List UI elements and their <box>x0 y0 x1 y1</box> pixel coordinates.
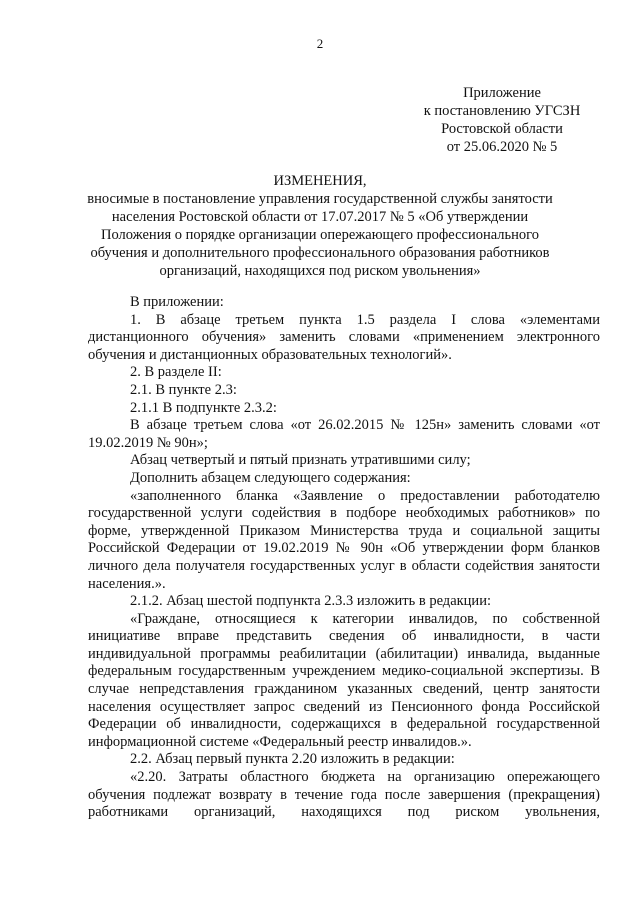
document-body <box>88 294 600 822</box>
appendix-line: от 25.06.2020 № 5 <box>446 139 558 155</box>
body-paragraph: В абзаце третьем слова «от 26.02.2015 № 125н» заменить словами «от 19.02.2019 № 90н»; <box>88 417 600 451</box>
body-paragraph: 2.1. В пункте 2.3: <box>130 381 237 398</box>
document-title <box>80 172 560 280</box>
body-paragraph: 2.1.2. Абзац шестой подпункта 2.3.3 изложить в редакции: <box>130 593 491 610</box>
appendix-block <box>414 84 590 156</box>
appendix-line: Приложение <box>463 85 541 101</box>
body-paragraph: «заполненного бланка «Заявление о предоставлении работодателю государственной услуги содействия в подборе необходимых работников» по форме, утвержденной Приказом Министерства труда и социальной защиты Российской Федерации от 19.02.2019 № 90н «Об утверждении форм бланков личного дела получателя государственных услуг в области содействия занятости населения.». <box>88 487 600 592</box>
body-paragraph: 2.1.1 В подпункте 2.3.2: <box>130 399 277 416</box>
title-subtitle: вносимые в постановление управления государственной службы занятости населения Ростовской области от 17.07.2017 № 5 «Об утверждении Положения о порядке организации опережающего профессионального обучения и дополнительного профессионального образования работников организаций, находящихся под риском увольнения» <box>87 191 553 279</box>
title-heading: ИЗМЕНЕНИЯ, <box>273 173 367 189</box>
appendix-line: Ростовской области <box>441 121 563 137</box>
page-number: 2 <box>316 36 324 51</box>
body-paragraph: «Граждане, относящиеся к категории инвалидов, по собственной инициативе вправе представить сведения об инвалидности, в части индивидуальной программы реабилитации (абилитации) инвалида, выданные федеральным государственным учреждением медико-социальной экспертизы. В случае непредставления гражданином указанных сведений, центр занятости населения осуществляет запрос сведений из Пенсионного фонда Российской Федерации об инвалидности, содержащихся в федеральной государственной информационной системе «Федеральный реестр инвалидов.». <box>88 610 600 750</box>
body-paragraph: 2.2. Абзац первый пункта 2.20 изложить в редакции: <box>130 751 455 768</box>
appendix-line: к постановлению УГСЗН <box>423 103 581 119</box>
body-paragraph: «2.20. Затраты областного бюджета на организацию опережающего обучения подлежат возврату в течение года после завершения (прекращения) работниками организаций, находящихся под риском увольнения, <box>88 769 600 821</box>
body-paragraph: 1. В абзаце третьем пункта 1.5 раздела I слова «элементами дистанционного обучения» заменить словами «применением электронного обучения и дистанционных образовательных технологий». <box>88 311 600 363</box>
body-paragraph: Дополнить абзацем следующего содержания: <box>130 469 411 486</box>
body-paragraph: 2. В разделе II: <box>130 364 222 381</box>
body-paragraph: В приложении: <box>130 294 224 310</box>
body-paragraph: Абзац четвертый и пятый признать утратившими силу; <box>130 452 471 469</box>
